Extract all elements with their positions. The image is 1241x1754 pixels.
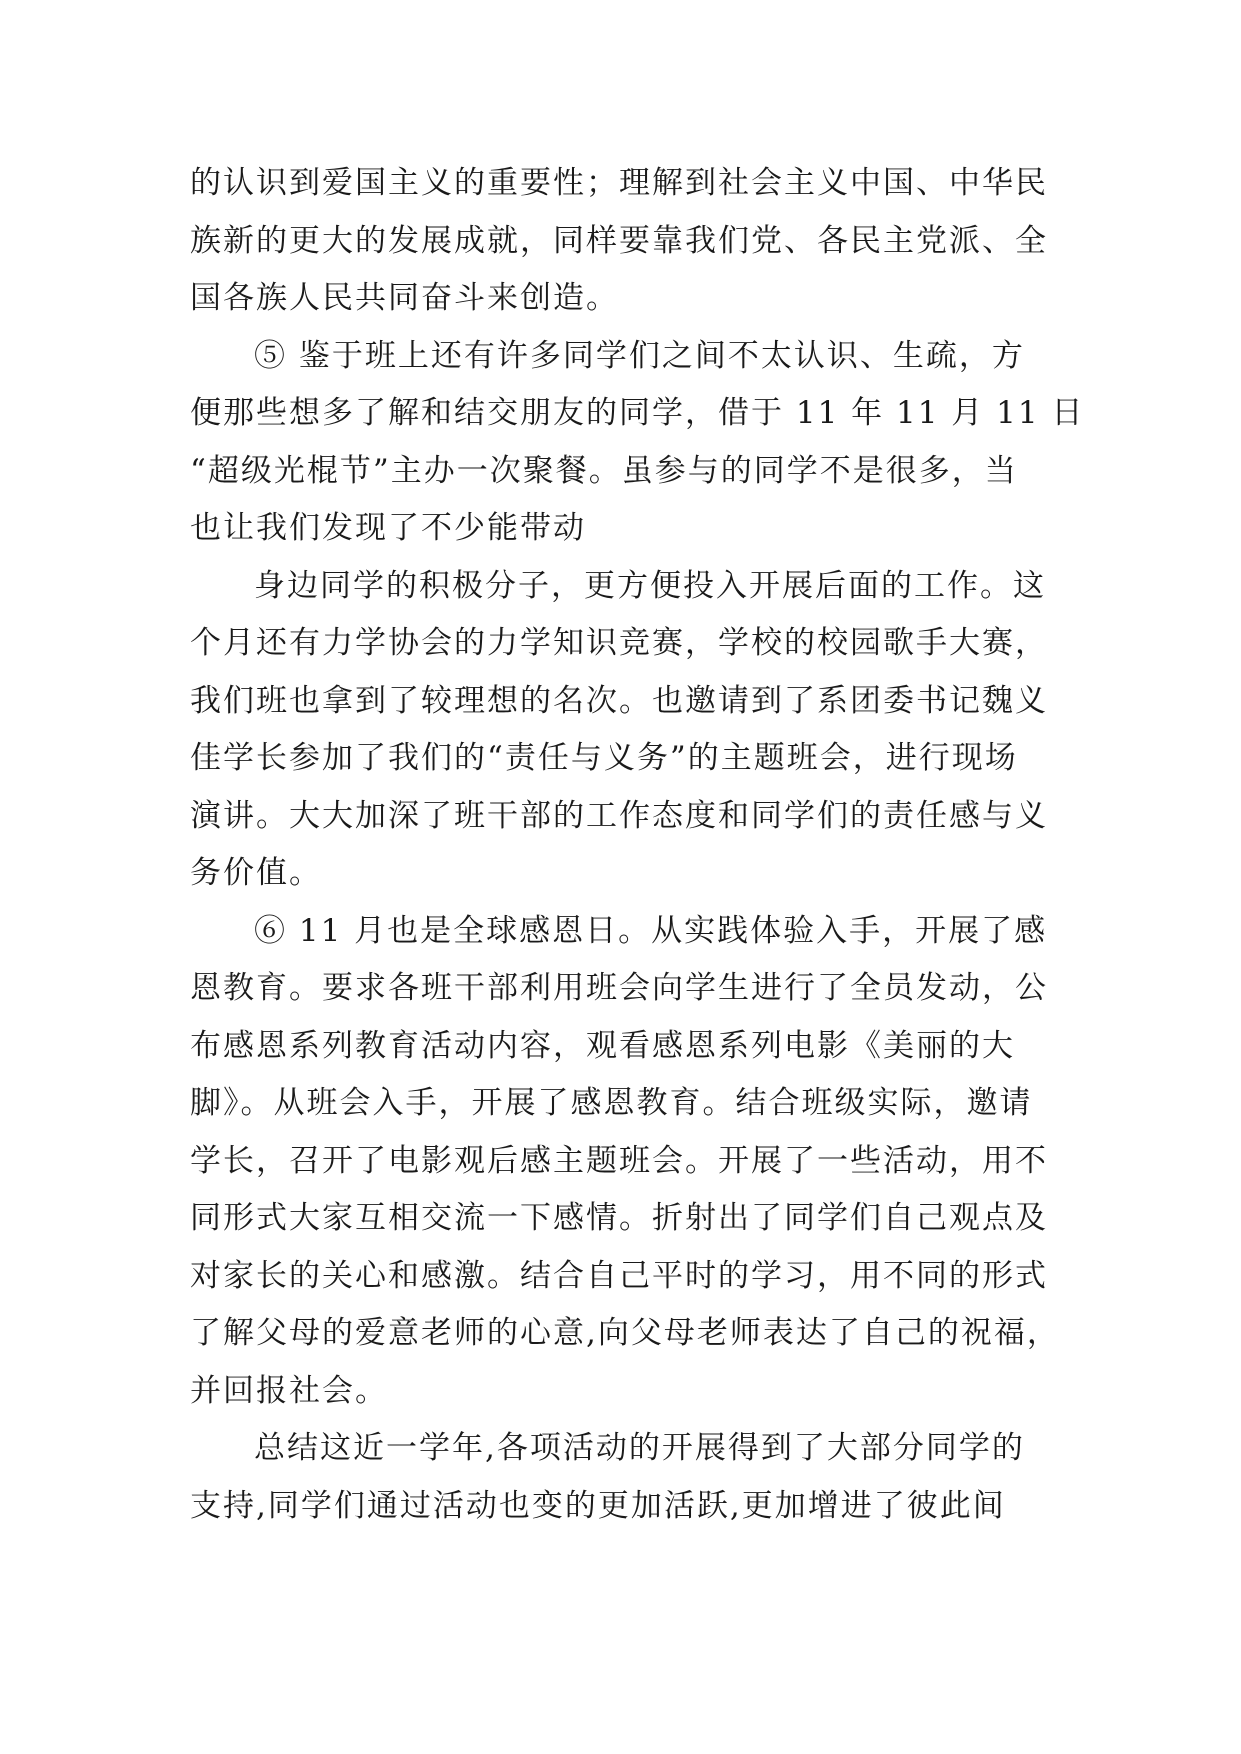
text-line: 恩教育。要求各班干部利用班会向学生进行了全员发动，公	[190, 970, 1048, 1006]
text-line: 族新的更大的发展成就，同样要靠我们党、各民主党派、全	[190, 222, 1048, 259]
text-line: 脚》。从班会入手，开展了感恩教育。结合班级实际，邀请	[190, 1085, 1033, 1121]
text-line: 个月还有力学协会的力学知识竞赛，学校的校园歌手大赛，	[190, 625, 1048, 661]
text-line: 国各族人民共同奋斗来创造。	[190, 280, 619, 316]
text-line: ⑥ 11 月也是全球感恩日。从实践体验入手，开展了感	[254, 912, 1048, 949]
text-line: 学长，召开了电影观后感主题班会。开展了一些活动，用不	[190, 1142, 1048, 1179]
text-line: 总结这近一学年,各项活动的开展得到了大部分同学的	[254, 1430, 1025, 1466]
text-line: 我们班也拿到了较理想的名次。也邀请到了系团委书记魏义	[190, 682, 1048, 719]
text-line: 佳学长参加了我们的“责任与义务”的主题班会，进行现场	[190, 740, 1018, 776]
paragraph-item-6-gratitude	[190, 903, 1060, 1421]
text-line: 身边同学的积极分子，更方便投入开展后面的工作。这	[254, 567, 1046, 604]
text-line: ⑤ 鉴于班上还有许多同学们之间不太认识、生疏，方	[254, 337, 1025, 374]
text-line: 便那些想多了解和结交朋友的同学，借于 11 年 11 月 11 日	[190, 395, 1085, 431]
text-line: 布感恩系列教育活动内容，观看感恩系列电影《美丽的大	[190, 1027, 1015, 1064]
text-line: 演讲。大大加深了班干部的工作态度和同学们的责任感与义	[190, 797, 1048, 834]
text-line: 对家长的关心和感激。结合自己平时的学习，用不同的形式	[190, 1257, 1048, 1294]
paragraph-summary	[190, 1420, 1060, 1535]
text-line: 同形式大家互相交流一下感情。折射出了同学们自己观点及	[190, 1200, 1048, 1236]
text-line: “超级光棍节”主办一次聚餐。虽参与的同学不是很多，当	[190, 452, 1018, 489]
text-line: 也让我们发现了不少能带动	[190, 510, 586, 546]
text-line: 并回报社会。	[190, 1372, 388, 1409]
paragraph-activists-competitions	[190, 558, 1060, 903]
text-line: 支持,同学们通过活动也变的更加活跃,更加增进了彼此间	[190, 1487, 1006, 1524]
text-line: 的认识到爱国主义的重要性；理解到社会主义中国、中华民	[190, 165, 1048, 201]
paragraph-patriotism-continuation	[190, 155, 1060, 328]
document-body	[190, 155, 1085, 1535]
paragraph-item-5-dinner	[190, 328, 1085, 558]
text-line: 务价值。	[190, 855, 322, 891]
text-line: 了解父母的爱意老师的心意,向父母老师表达了自己的祝福，	[190, 1315, 1060, 1351]
